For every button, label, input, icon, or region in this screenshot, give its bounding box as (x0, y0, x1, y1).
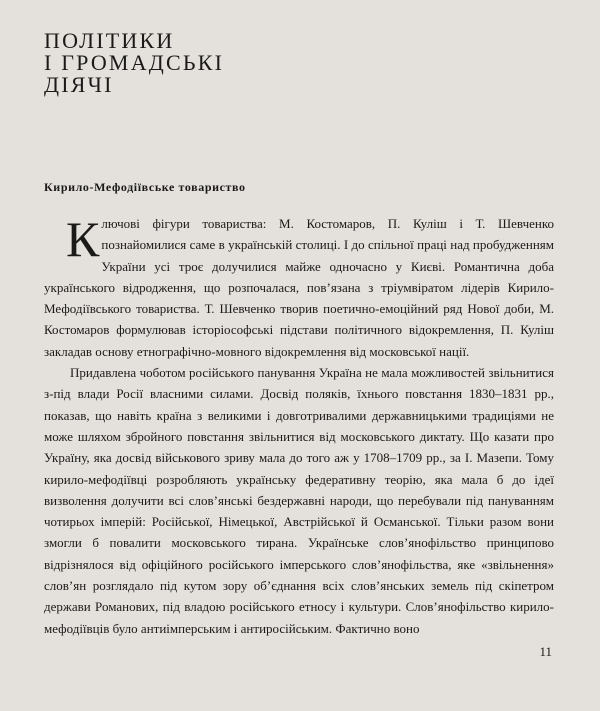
paragraph-2 (44, 362, 554, 639)
chapter-title-line-2: І ГРОМАДСЬКІ (44, 50, 225, 75)
section-heading: Кирило-Мефодіївське товариство (44, 180, 246, 194)
chapter-title (44, 30, 224, 96)
drop-cap: К (66, 211, 100, 267)
page-number: 11 (539, 644, 552, 659)
paragraph-1-text: лючові фігури товариства: М. Костомаров, П. Куліш і Т. Шевченко познайомилися саме в українській столиці. І до спільної праці над пробудженням України усі троє долучилися майже одночасно у Києві. Романтична доба українського відродження, що розпочалася, пов’язана з тріумвіратом лідерів Кирило-Мефодіївського товариства. Т. Шевченко творив поетично-емоційний ряд Нової доби, М. Костомаров формулював історіософські підстави політичного відокремлення, П. Куліш закладав основу етнографічно-мовного відокремлення від московської нації. (44, 216, 554, 359)
paragraph-2-text: Придавлена чоботом російського панування Україна не мала можливостей звільнитися з-під влади Росії власними силами. Досвід поляків, їхнього повстання 1830–1831 рр., показав, що навіть країна з великими і довготривалими державницькими традиціями не може шляхом збройного повстання звільнитися від московського диктату. Що казати про Україну, яка досвід військового зриву мала до того аж у 1708–1709 рр., за І. Мазепи. Тому кирило-мефодіївці розробляють українську федеративну теорію, яка мала б до ідеї визволення долучити всі слов’янські бездержавні народи, що перебували під пануванням чотирьох імперій: Російської, Німецької, Австрійської й Османської. Тільки разом вони змогли б повалити московського тирана. Українське слов’янофільство принципово відрізнялося від офіційного російського імперського слов’янофільства, яке «звільнення» слов’ян розглядало під кутом зору об’єднання всіх слов’янських земель під скіпетром держави Романових, під владою російського етносу і культури. Слов’янофільство кирило-мефодіївців було антиімперським і антиросійським. Фактично воно (44, 365, 554, 636)
chapter-title-line-1: ПОЛІТИКИ (44, 28, 175, 53)
body-text (44, 213, 554, 639)
chapter-title-line-3: ДІЯЧІ (44, 72, 114, 97)
paragraph-1 (44, 213, 554, 362)
